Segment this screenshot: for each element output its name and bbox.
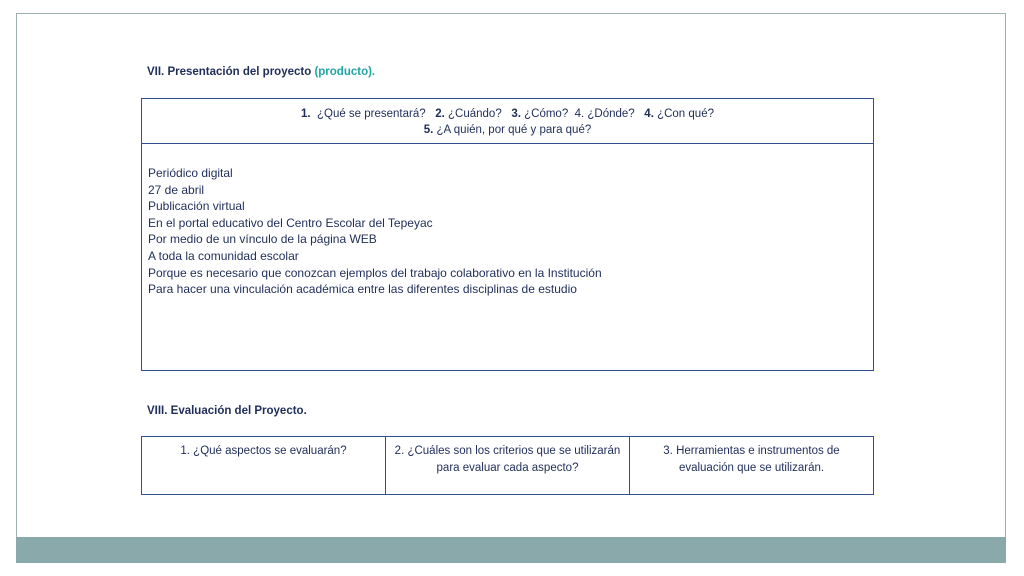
- header-questions-line-1: [142, 106, 873, 122]
- header-questions-line-2: [142, 122, 873, 138]
- eval-column-aspects: 1. ¿Qué aspectos se evaluarán?: [180, 445, 347, 457]
- q3-text: ¿Cómo? 4. ¿Dónde?: [520, 108, 642, 120]
- q3-number: 3.: [511, 108, 521, 120]
- product-table: [141, 98, 874, 371]
- q1-number: 1.: [300, 108, 311, 120]
- q2-text: ¿Cuándo?: [444, 108, 509, 120]
- section-title-accent: (producto).: [314, 66, 376, 78]
- q5-text: ¿A quién, por qué y para qué?: [433, 124, 592, 136]
- q1-text: ¿Qué se presentará?: [310, 108, 433, 120]
- q5-number: 5.: [423, 124, 434, 136]
- q2-number: 2.: [435, 108, 445, 120]
- section-title-presentation: [147, 66, 375, 78]
- q4-text: ¿Con qué?: [653, 108, 714, 120]
- evaluation-table: [141, 436, 874, 495]
- answer-line: A toda la comunidad escolar: [148, 248, 299, 263]
- eval-column-instruments: 3. Herramientas e instrumentos de evaluación que se utilizarán.: [629, 437, 873, 494]
- product-table-header: [142, 99, 873, 144]
- answer-line: 27 de abril: [148, 182, 205, 197]
- answer-line: Para hacer una vinculación académica entre las diferentes disciplinas de estudio: [148, 282, 577, 297]
- eval-column-criteria: 2. ¿Cuáles son los criterios que se utilizarán para evaluar cada aspecto?: [385, 437, 629, 494]
- product-table-answers: [142, 144, 873, 298]
- q4-number: 4.: [644, 108, 654, 120]
- section-title-text: VII. Presentación del proyecto: [147, 66, 312, 78]
- section-title-evaluation: VIII. Evaluación del Proyecto.: [147, 405, 307, 417]
- footer-bar: [16, 537, 1006, 563]
- answer-line: Por medio de un vínculo de la página WEB: [148, 232, 377, 247]
- answer-line: Porque es necesario que conozcan ejemplos del trabajo colaborativo en la Institución: [148, 265, 602, 280]
- answer-line: En el portal educativo del Centro Escolar del Tepeyac: [148, 215, 433, 230]
- answer-line: Publicación virtual: [148, 199, 245, 214]
- answer-line: Periódico digital: [148, 166, 233, 180]
